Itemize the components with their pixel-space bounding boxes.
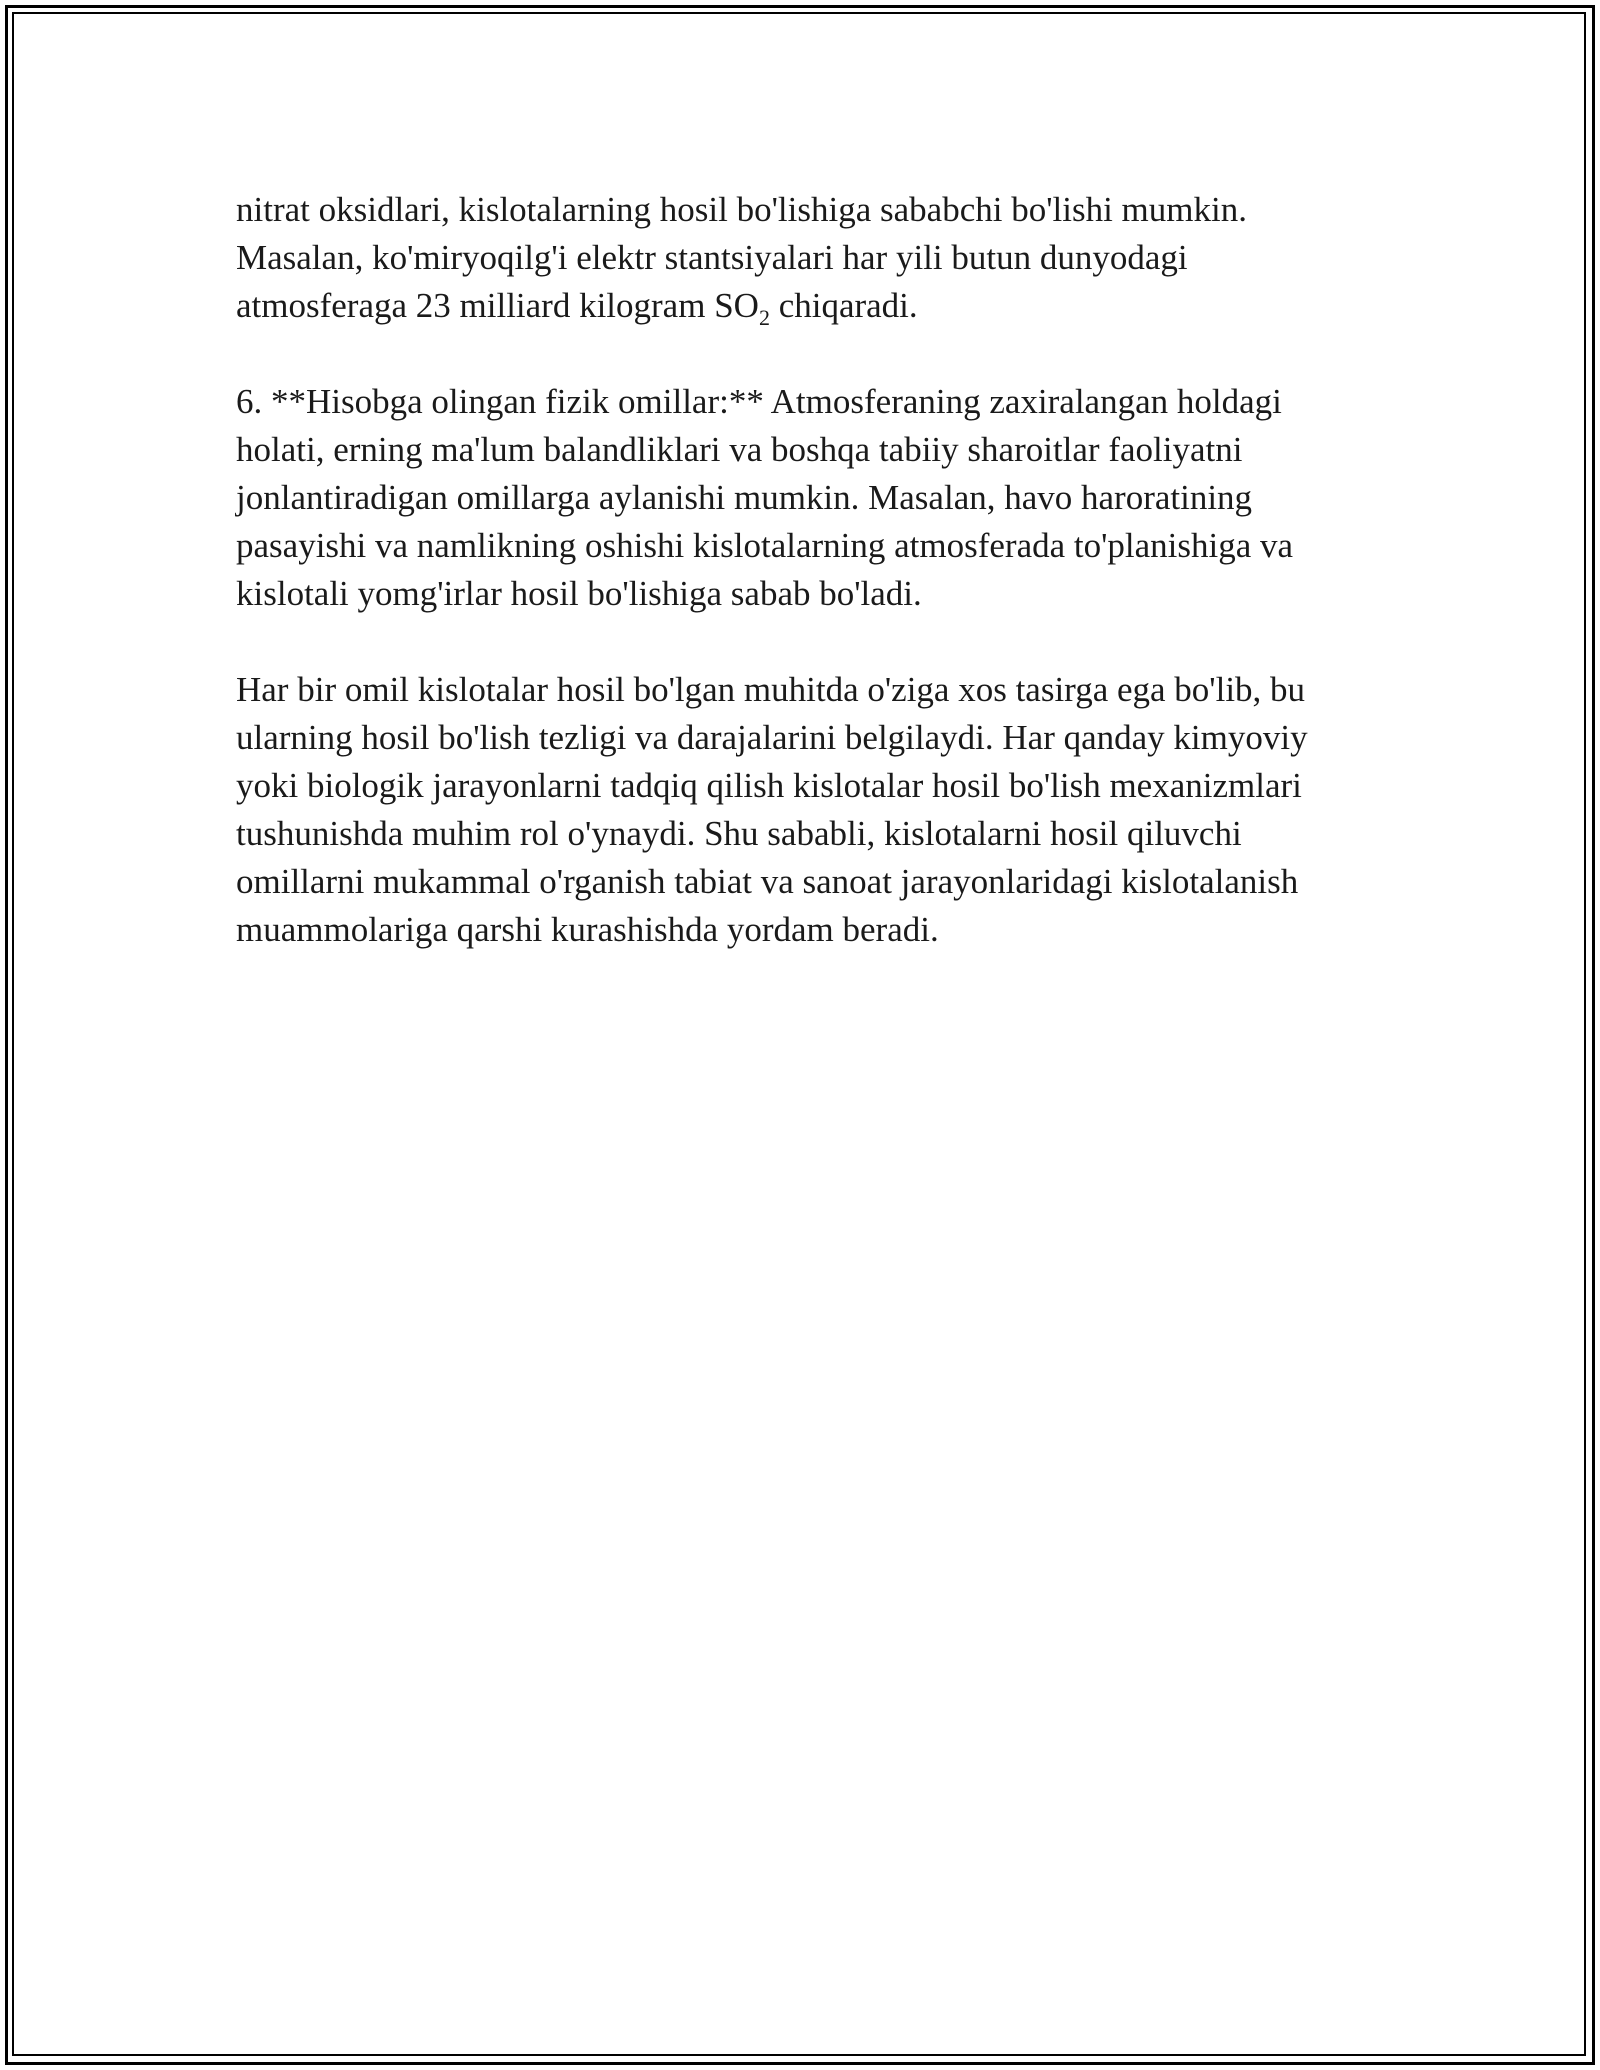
paragraph-conclusion xyxy=(236,666,1376,954)
text-line: atmosferaga 23 milliard kilogram SO xyxy=(236,286,759,325)
text-line: Har bir omil kislotalar hosil bo'lgan muhitda o'ziga xos tasirga ega bo'lib, bu xyxy=(236,670,1306,709)
paragraph-acid-sources xyxy=(236,186,1376,330)
text-line: muammolariga qarshi kurashishda yordam beradi. xyxy=(236,910,939,949)
text-line: jonlantiradigan omillarga aylanishi mumkin. Masalan, havo haroratining xyxy=(236,478,1253,517)
text-line: kislotali yomg'irlar hosil bo'lishiga sabab bo'ladi. xyxy=(236,574,922,613)
text-line: ularning hosil bo'lish tezligi va darajalarini belgilaydi. Har qanday kimyoviy xyxy=(236,718,1308,757)
text-line: Masalan, ko'miryoqilg'i elektr stantsiyalari har yili butun dunyodagi xyxy=(236,238,1188,277)
subscript-text: 2 xyxy=(758,305,770,330)
text-line: chiqaradi. xyxy=(769,286,918,325)
text-line: yoki biologik jarayonlarni tadqiq qilish kislotalar hosil bo'lish mexanizmlari xyxy=(236,766,1302,805)
text-line: holati, erning ma'lum balandliklari va boshqa tabiiy sharoitlar faoliyatni xyxy=(236,430,1243,469)
text-line: pasayishi va namlikning oshishi kislotalarning atmosferada to'planishiga va xyxy=(236,526,1294,565)
text-line: 6. **Hisobga olingan fizik omillar:** Atmosferaning zaxiralangan holdagi xyxy=(236,382,1282,421)
text-line: omillarni mukammal o'rganish tabiat va sanoat jarayonlaridagi kislotalanish xyxy=(236,862,1299,901)
document-body xyxy=(236,186,1376,1002)
text-line: tushunishda muhim rol o'ynaydi. Shu sababli, kislotalarni hosil qiluvchi xyxy=(236,814,1242,853)
paragraph-physical-factors xyxy=(236,378,1376,618)
text-line: nitrat oksidlari, kislotalarning hosil bo'lishiga sababchi bo'lishi mumkin. xyxy=(236,190,1247,229)
